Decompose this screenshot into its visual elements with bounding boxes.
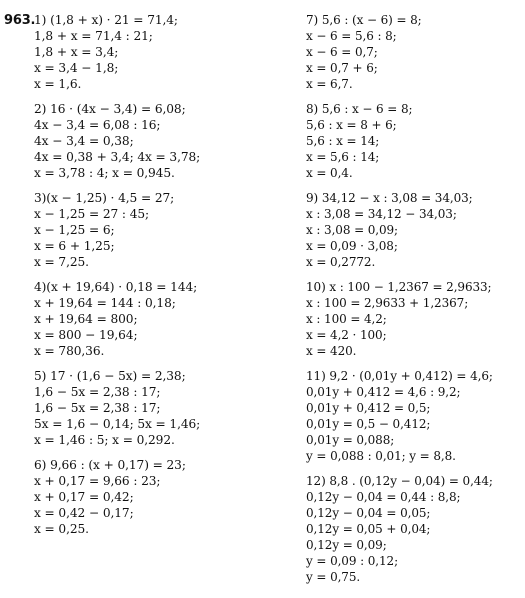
equation-line: x = 0,2772. [306, 255, 376, 269]
equation-line: x = 1,6. [34, 77, 82, 91]
solution-part [306, 473, 522, 585]
equation-line: x = 3,78 : 4; x = 0,945. [34, 166, 175, 180]
equation-line: x + 0,17 = 9,66 : 23; [34, 474, 161, 488]
equation-line: 7) 5,6 : (x − 6) = 8; [306, 13, 422, 27]
equation-line: x = 0,42 − 0,17; [34, 506, 134, 520]
equation-line: 1,8 + x = 3,4; [34, 45, 119, 59]
right-column [306, 12, 522, 594]
equation-line: x − 6 = 0,7; [306, 45, 378, 59]
solution-part [306, 368, 522, 464]
solution-part [34, 12, 290, 92]
solution-part [306, 12, 522, 92]
equation-line: x = 0,09 · 3,08; [306, 239, 398, 253]
equation-line: x : 3,08 = 0,09; [306, 223, 399, 237]
equation-line: 4x − 3,4 = 6,08 : 16; [34, 118, 161, 132]
equation-line: 0,01y = 0,088; [306, 433, 395, 447]
solution-part [34, 279, 290, 359]
equation-line: x = 1,46 : 5; x = 0,292. [34, 433, 175, 447]
equation-line: x = 3,4 − 1,8; [34, 61, 119, 75]
equation-line: 12) 8,8 . (0,12y − 0,04) = 0,44; [306, 474, 493, 488]
equation-line: y = 0,75. [306, 570, 361, 584]
equation-line: 0,12y − 0,04 = 0,44 : 8,8; [306, 490, 461, 504]
equation-line: x + 19,64 = 800; [34, 312, 138, 326]
equation-line: 9) 34,12 − x : 3,08 = 34,03; [306, 191, 473, 205]
equation-line: x = 780,36. [34, 344, 105, 358]
equation-line: x − 6 = 5,6 : 8; [306, 29, 397, 43]
equation-line: 0,01y + 0,412 = 4,6 : 9,2; [306, 385, 461, 399]
problem-number: 963. [4, 13, 36, 28]
equation-line: 4x = 0,38 + 3,4; 4x = 3,78; [34, 150, 201, 164]
equation-line: x : 3,08 = 34,12 − 34,03; [306, 207, 457, 221]
left-column [34, 12, 290, 546]
equation-line: 0,12y = 0,09; [306, 538, 387, 552]
equation-line: 5) 17 · (1,6 − 5x) = 2,38; [34, 369, 186, 383]
equation-line: x = 0,25. [34, 522, 89, 536]
equation-line: 5,6 : x = 8 + 6; [306, 118, 397, 132]
equation-line: x = 6 + 1,25; [34, 239, 115, 253]
equation-line: x = 800 − 19,64; [34, 328, 138, 342]
equation-line: x = 4,2 · 100; [306, 328, 387, 342]
equation-line: x = 0,7 + 6; [306, 61, 378, 75]
equation-line: 5,6 : x = 14; [306, 134, 380, 148]
equation-line: 0,12y − 0,04 = 0,05; [306, 506, 431, 520]
equation-line: 1,8 + x = 71,4 : 21; [34, 29, 153, 43]
equation-line: 11) 9,2 · (0,01y + 0,412) = 4,6; [306, 369, 493, 383]
equation-line: 1) (1,8 + x) · 21 = 71,4; [34, 13, 178, 27]
equation-line: x = 5,6 : 14; [306, 150, 380, 164]
solution-part [34, 101, 290, 181]
equation-line: 1,6 − 5x = 2,38 : 17; [34, 401, 161, 415]
equation-line: 4)(x + 19,64) · 0,18 = 144; [34, 280, 198, 294]
equation-line: y = 0,09 : 0,12; [306, 554, 399, 568]
equation-line: y = 0,088 : 0,01; y = 8,8. [306, 449, 456, 463]
solution-part [306, 279, 522, 359]
solution-part [306, 101, 522, 181]
equation-line: x : 100 = 2,9633 + 1,2367; [306, 296, 469, 310]
equation-line: x − 1,25 = 6; [34, 223, 115, 237]
equation-line: x : 100 = 4,2; [306, 312, 387, 326]
equation-line: x = 0,4. [306, 166, 353, 180]
equation-line: x − 1,25 = 27 : 45; [34, 207, 150, 221]
equation-line: 2) 16 · (4x − 3,4) = 6,08; [34, 102, 186, 116]
equation-line: 0,01y + 0,412 = 0,5; [306, 401, 431, 415]
equation-line: 1,6 − 5x = 2,38 : 17; [34, 385, 161, 399]
equation-line: 3)(x − 1,25) · 4,5 = 27; [34, 191, 175, 205]
equation-line: 0,01y = 0,5 − 0,412; [306, 417, 431, 431]
solution-part [34, 190, 290, 270]
equation-line: x = 7,25. [34, 255, 89, 269]
equation-line: 10) x : 100 − 1,2367 = 2,9633; [306, 280, 492, 294]
equation-line: 6) 9,66 : (x + 0,17) = 23; [34, 458, 186, 472]
equation-line: 0,12y = 0,05 + 0,04; [306, 522, 431, 536]
equation-line: x + 0,17 = 0,42; [34, 490, 134, 504]
solution-part [306, 190, 522, 270]
solution-part [34, 457, 290, 537]
solution-part [34, 368, 290, 448]
equation-line: x = 6,7. [306, 77, 353, 91]
equation-line: x + 19,64 = 144 : 0,18; [34, 296, 176, 310]
equation-line: 5x = 1,6 − 0,14; 5x = 1,46; [34, 417, 201, 431]
equation-line: 8) 5,6 : x − 6 = 8; [306, 102, 413, 116]
equation-line: x = 420. [306, 344, 357, 358]
equation-line: 4x − 3,4 = 0,38; [34, 134, 134, 148]
